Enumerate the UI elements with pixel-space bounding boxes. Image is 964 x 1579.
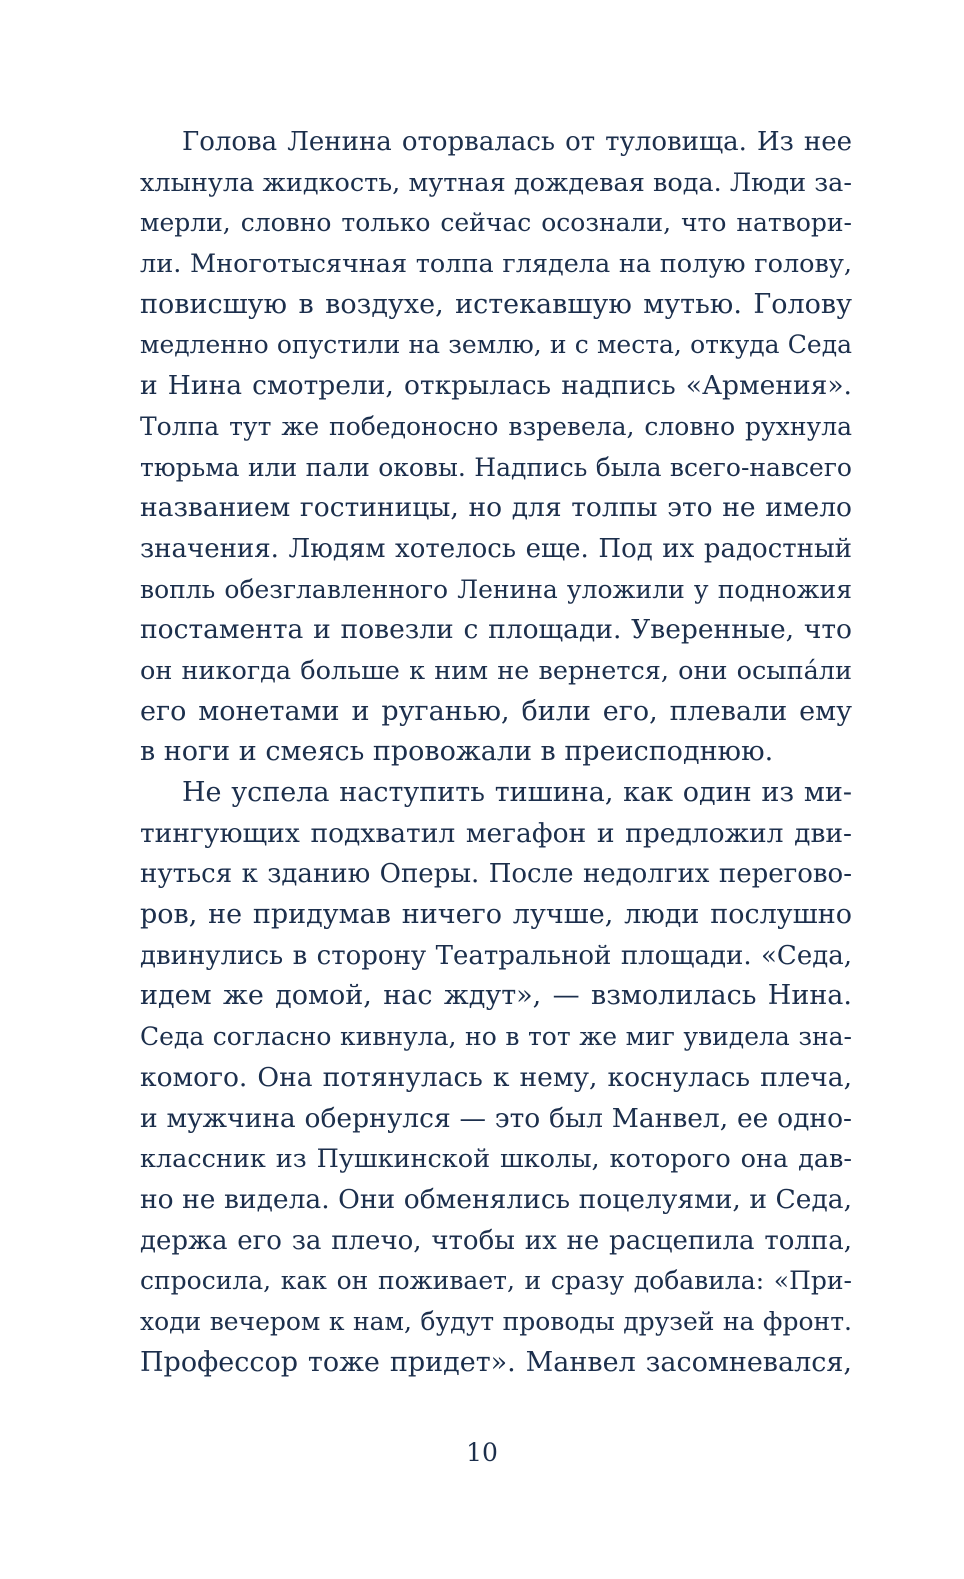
- text-line: двинулись в сторону Театральной площади. «Седа,: [140, 940, 852, 971]
- text-line: но не видела. Они обменялись поцелуями, и Седа,: [140, 1183, 852, 1215]
- text-line: тингующих подхватил мегафон и предложил дви-: [140, 817, 852, 849]
- page-number: 10: [466, 1438, 498, 1467]
- text-line: и Нина смотрели, открылась надпись «Армения».: [140, 370, 852, 402]
- text-line: держа его за плечо, чтобы их не расцепила толпа,: [140, 1225, 852, 1256]
- text-line: нуться к зданию Оперы. После недолгих перегово-: [140, 859, 852, 890]
- paragraph-1: [140, 122, 852, 773]
- text-line: Толпа тут же победоносно взревела, словно рухнула: [140, 411, 852, 441]
- text-line: медленно опустили на землю, и с места, откуда Седа: [140, 330, 852, 360]
- text-line: хлынула жидкость, мутная дождевая вода. Люди за-: [140, 167, 852, 198]
- body-text: [140, 122, 852, 1383]
- text-line: постамента и повезли с площади. Уверенные, что: [140, 614, 852, 646]
- text-line: названием гостиницы, но для толпы это не имело: [140, 492, 852, 524]
- text-line: спросила, как он поживает, и сразу добавила: «При-: [140, 1266, 852, 1296]
- text-line: его монетами и руганью, били его, плевали ему: [140, 695, 852, 727]
- text-line: повисшую в воздухе, истекавшую мутью. Голову: [140, 288, 852, 320]
- text-line: в ноги и смеясь провожали в преисподнюю.: [140, 736, 774, 768]
- text-line: Профессор тоже придет». Манвел засомневался,: [140, 1346, 852, 1378]
- text-line: тюрьма или пали оковы. Надпись была всего-навсего: [140, 452, 852, 482]
- paragraph-2: [140, 773, 852, 1383]
- text-line: классник из Пушкинской школы, которого она дав-: [140, 1144, 852, 1175]
- text-line: и мужчина обернулся — это был Манвел, ее одно-: [140, 1102, 852, 1134]
- text-line: ров, не придумав ничего лучше, люди послушно: [140, 899, 852, 931]
- text-line: Не успела наступить тишина, как один из ми-: [182, 777, 852, 808]
- text-line: значения. Людям хотелось еще. Под их радостный: [140, 533, 852, 564]
- text-line: комого. Она потянулась к нему, коснулась плеча,: [140, 1061, 852, 1093]
- text-line: мерли, словно только сейчас осознали, что натвори-: [140, 208, 852, 238]
- text-line: ли. Многотысячная толпа глядела на полую голову,: [140, 249, 852, 280]
- text-line: вопль обезглавленного Ленина уложили у подножия: [140, 574, 852, 604]
- text-line: идем же домой, нас ждут», — взмолилась Нина.: [140, 980, 852, 1012]
- text-line: он никогда больше к ним не вернется, они осыпа́ли: [140, 655, 852, 686]
- text-line: Седа согласно кивнула, но в тот же миг увидела зна-: [140, 1022, 852, 1052]
- text-line: ходи вечером к нам, будут проводы друзей на фронт.: [140, 1306, 852, 1336]
- text-line: Голова Ленина оторвалась от туловища. Из нее: [182, 127, 852, 157]
